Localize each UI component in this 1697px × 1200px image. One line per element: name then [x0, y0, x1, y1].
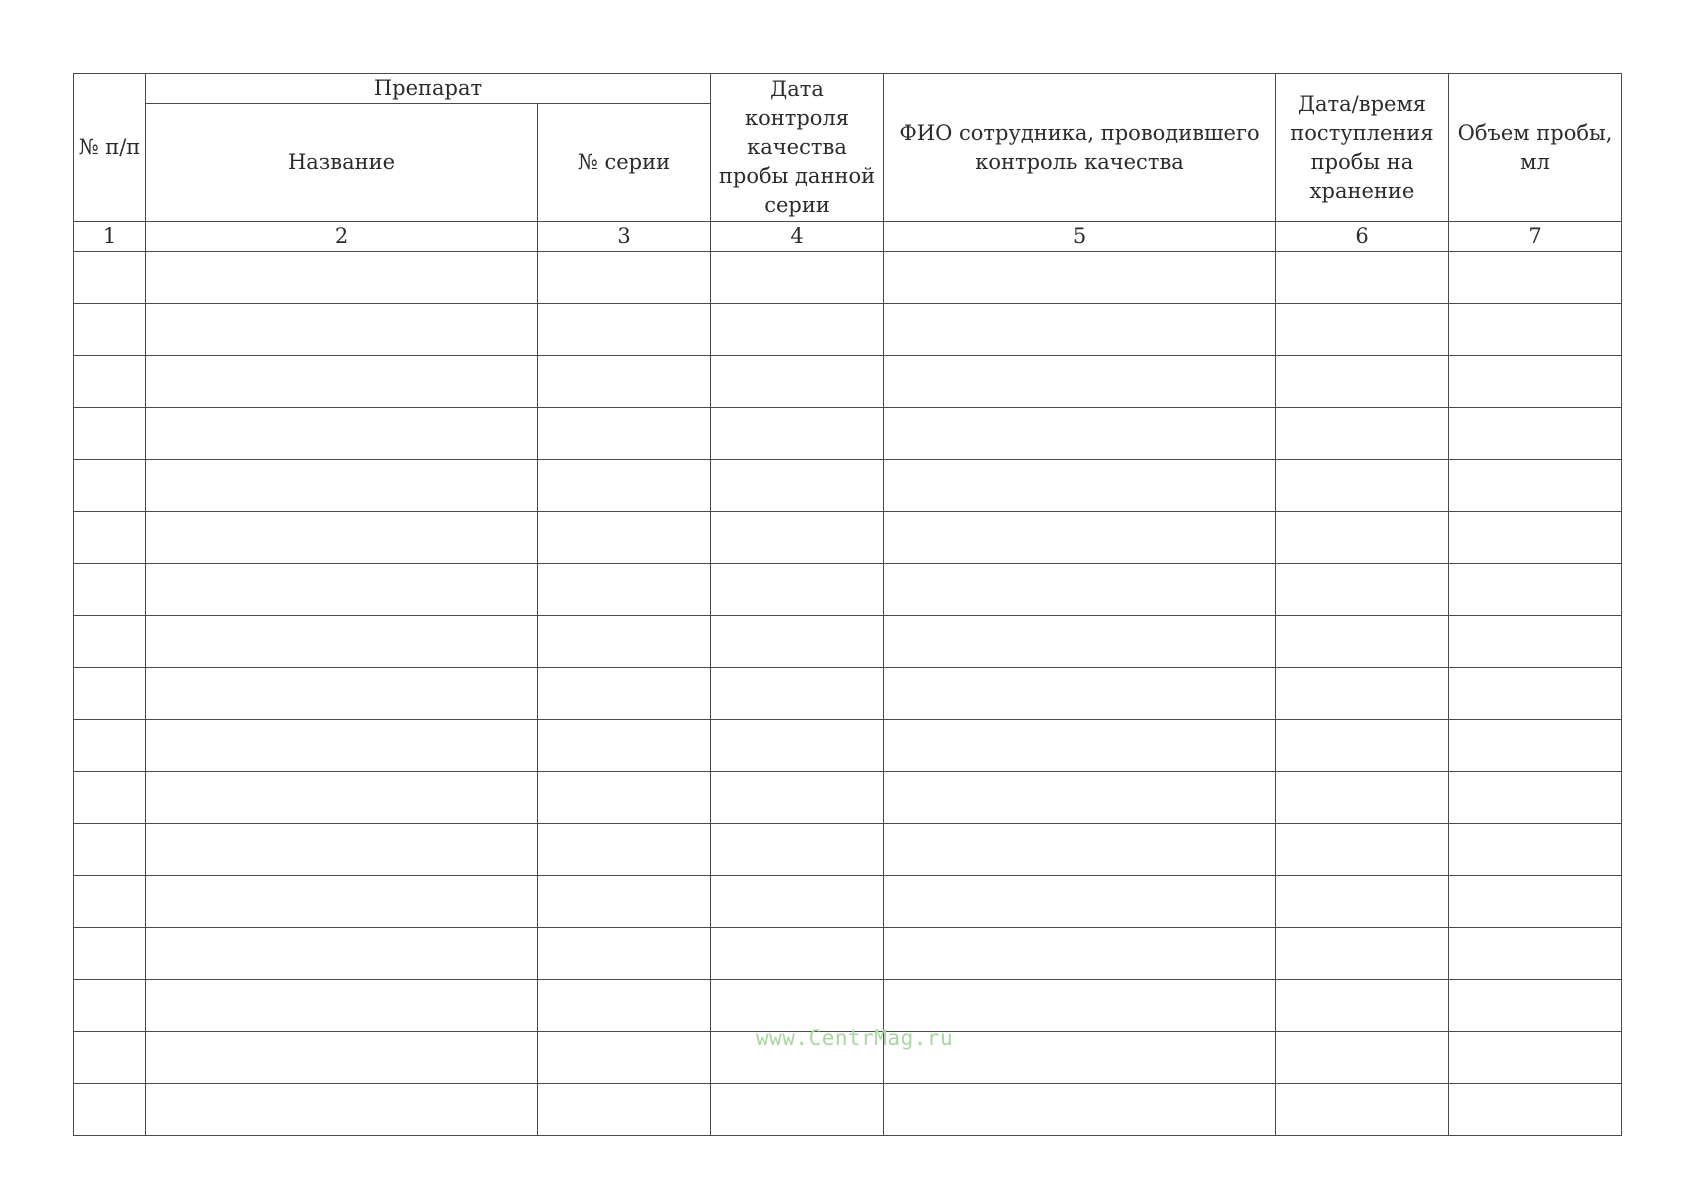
- table-cell[interactable]: [538, 980, 711, 1032]
- table-cell[interactable]: [1449, 564, 1622, 616]
- table-cell[interactable]: [884, 460, 1276, 512]
- column-number: 6: [1276, 222, 1449, 252]
- table-cell[interactable]: [711, 1084, 884, 1136]
- table-cell[interactable]: [1449, 772, 1622, 824]
- journal-table: [73, 73, 1622, 1136]
- table-cell[interactable]: [538, 304, 711, 356]
- table-cell[interactable]: [711, 564, 884, 616]
- table-cell[interactable]: [1449, 356, 1622, 408]
- table-cell[interactable]: [74, 1084, 146, 1136]
- table-cell[interactable]: [711, 824, 884, 876]
- table-cell[interactable]: [74, 252, 146, 304]
- table-cell[interactable]: [74, 824, 146, 876]
- table-cell[interactable]: [711, 668, 884, 720]
- table-cell[interactable]: [711, 356, 884, 408]
- table-row: [74, 668, 1622, 720]
- table-cell[interactable]: [1449, 1032, 1622, 1084]
- table-cell[interactable]: [146, 876, 538, 928]
- table-cell[interactable]: [884, 720, 1276, 772]
- table-cell[interactable]: [1449, 1084, 1622, 1136]
- table-cell[interactable]: [884, 616, 1276, 668]
- table-cell[interactable]: [74, 564, 146, 616]
- table-cell[interactable]: [1449, 512, 1622, 564]
- table-cell[interactable]: [711, 772, 884, 824]
- table-cell[interactable]: [1276, 252, 1449, 304]
- table-cell[interactable]: [74, 460, 146, 512]
- table-cell[interactable]: [711, 304, 884, 356]
- table-cell[interactable]: [74, 720, 146, 772]
- table-row: [74, 356, 1622, 408]
- table-cell[interactable]: [711, 720, 884, 772]
- table-cell[interactable]: [538, 876, 711, 928]
- table-cell[interactable]: [146, 564, 538, 616]
- table-cell[interactable]: [1276, 928, 1449, 980]
- table-cell[interactable]: [74, 876, 146, 928]
- table-cell[interactable]: [1449, 824, 1622, 876]
- table-cell[interactable]: [538, 1032, 711, 1084]
- table-cell[interactable]: [711, 252, 884, 304]
- table-cell[interactable]: [538, 668, 711, 720]
- table-cell[interactable]: [884, 1084, 1276, 1136]
- table-cell[interactable]: [74, 408, 146, 460]
- table-cell[interactable]: [884, 928, 1276, 980]
- table-cell[interactable]: [538, 1084, 711, 1136]
- column-number: 7: [1449, 222, 1622, 252]
- table-cell[interactable]: [146, 668, 538, 720]
- table-cell[interactable]: [538, 460, 711, 512]
- table-cell[interactable]: [1276, 772, 1449, 824]
- table-cell[interactable]: [884, 668, 1276, 720]
- table-cell[interactable]: [1276, 512, 1449, 564]
- table-row: [74, 460, 1622, 512]
- header-employee: ФИО сотрудника, проводившего контроль качества: [884, 74, 1276, 222]
- header-name: Название: [146, 104, 538, 222]
- header-series: № серии: [538, 104, 711, 222]
- table-cell[interactable]: [146, 616, 538, 668]
- table-cell[interactable]: [1276, 980, 1449, 1032]
- table-cell[interactable]: [884, 304, 1276, 356]
- table-cell[interactable]: [711, 460, 884, 512]
- table-cell[interactable]: [711, 512, 884, 564]
- table-cell[interactable]: [146, 1032, 538, 1084]
- table-cell[interactable]: [1449, 460, 1622, 512]
- table-cell[interactable]: [711, 408, 884, 460]
- table-cell[interactable]: [538, 512, 711, 564]
- table-cell[interactable]: [1449, 304, 1622, 356]
- table-cell[interactable]: [538, 720, 711, 772]
- header-storage-datetime: Дата/время поступления пробы на хранение: [1276, 74, 1449, 222]
- table-cell[interactable]: [1449, 928, 1622, 980]
- table-cell[interactable]: [538, 772, 711, 824]
- table-cell[interactable]: [538, 616, 711, 668]
- table-cell[interactable]: [1449, 408, 1622, 460]
- header-volume: Объем пробы, мл: [1449, 74, 1622, 222]
- table-cell[interactable]: [146, 928, 538, 980]
- table-cell[interactable]: [884, 564, 1276, 616]
- table-cell[interactable]: [1276, 616, 1449, 668]
- table-cell[interactable]: [1276, 668, 1449, 720]
- table-cell[interactable]: [74, 928, 146, 980]
- header-row-top: [74, 74, 1622, 104]
- table-cell[interactable]: [146, 408, 538, 460]
- table-cell[interactable]: [538, 252, 711, 304]
- table-cell[interactable]: [146, 356, 538, 408]
- header-control-date: Дата контроля качества пробы данной серии: [711, 74, 884, 222]
- table-row: [74, 824, 1622, 876]
- table-row: [74, 564, 1622, 616]
- table-cell[interactable]: [884, 512, 1276, 564]
- column-number: 2: [146, 222, 538, 252]
- table-cell[interactable]: [884, 252, 1276, 304]
- table-cell[interactable]: [1276, 876, 1449, 928]
- watermark-text: www.CentrMag.ru: [756, 1026, 954, 1050]
- table-cell[interactable]: [74, 356, 146, 408]
- table-cell[interactable]: [1276, 720, 1449, 772]
- journal-sheet: [73, 73, 1621, 1136]
- table-row: [74, 1084, 1622, 1136]
- table-cell[interactable]: [884, 980, 1276, 1032]
- table-cell[interactable]: [884, 876, 1276, 928]
- header-num: № п/п: [74, 74, 146, 222]
- table-cell[interactable]: [74, 616, 146, 668]
- column-number: 4: [711, 222, 884, 252]
- table-cell[interactable]: [538, 824, 711, 876]
- table-row: [74, 928, 1622, 980]
- table-row: [74, 512, 1622, 564]
- table-cell[interactable]: [1449, 980, 1622, 1032]
- table-cell[interactable]: [74, 512, 146, 564]
- table-cell[interactable]: [146, 252, 538, 304]
- table-cell[interactable]: [884, 772, 1276, 824]
- table-row: [74, 408, 1622, 460]
- table-cell[interactable]: [1449, 720, 1622, 772]
- table-cell[interactable]: [884, 824, 1276, 876]
- column-number: 5: [884, 222, 1276, 252]
- table-cell[interactable]: [711, 928, 884, 980]
- table-cell[interactable]: [711, 980, 884, 1032]
- table-cell[interactable]: [884, 408, 1276, 460]
- table-cell[interactable]: [1449, 252, 1622, 304]
- table-cell[interactable]: [1276, 1084, 1449, 1136]
- table-cell[interactable]: [74, 304, 146, 356]
- table-cell[interactable]: [146, 304, 538, 356]
- table-cell[interactable]: [74, 980, 146, 1032]
- table-row: [74, 876, 1622, 928]
- table-row: [74, 980, 1622, 1032]
- table-cell[interactable]: [1276, 1032, 1449, 1084]
- column-number-row: [74, 222, 1622, 252]
- table-cell[interactable]: [146, 1084, 538, 1136]
- table-row: [74, 720, 1622, 772]
- table-cell[interactable]: [1276, 824, 1449, 876]
- table-cell[interactable]: [538, 928, 711, 980]
- table-row: [74, 772, 1622, 824]
- column-number: 1: [74, 222, 146, 252]
- table-cell[interactable]: [538, 564, 711, 616]
- table-cell[interactable]: [1276, 460, 1449, 512]
- table-cell[interactable]: [74, 772, 146, 824]
- table-row: [74, 252, 1622, 304]
- column-number: 3: [538, 222, 711, 252]
- table-cell[interactable]: [74, 668, 146, 720]
- table-cell[interactable]: [1276, 356, 1449, 408]
- table-cell[interactable]: [146, 460, 538, 512]
- table-cell[interactable]: [146, 824, 538, 876]
- table-cell[interactable]: [538, 408, 711, 460]
- table-cell[interactable]: [1449, 616, 1622, 668]
- table-cell[interactable]: [711, 876, 884, 928]
- table-row: [74, 616, 1622, 668]
- table-cell[interactable]: [146, 980, 538, 1032]
- table-cell[interactable]: [1276, 408, 1449, 460]
- table-cell[interactable]: [74, 1032, 146, 1084]
- table-cell[interactable]: [146, 772, 538, 824]
- table-cell[interactable]: [146, 512, 538, 564]
- table-row: [74, 304, 1622, 356]
- table-cell[interactable]: [1276, 304, 1449, 356]
- header-preparat: Препарат: [146, 74, 711, 104]
- table-cell[interactable]: [146, 720, 538, 772]
- table-cell[interactable]: [538, 356, 711, 408]
- table-cell[interactable]: [1449, 668, 1622, 720]
- table-cell[interactable]: [884, 356, 1276, 408]
- table-cell[interactable]: [711, 616, 884, 668]
- table-cell[interactable]: [1449, 876, 1622, 928]
- table-cell[interactable]: [1276, 564, 1449, 616]
